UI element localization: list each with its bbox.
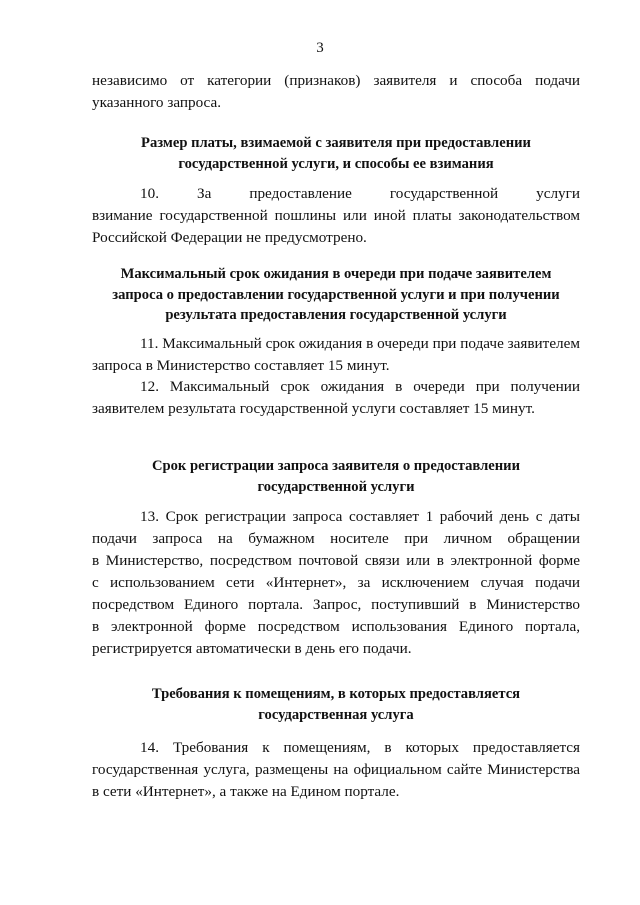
- intro-paragraph: [92, 70, 580, 114]
- text-line: посредством Единого портала. Запрос, поступивший в Министерство: [92, 596, 580, 613]
- text-line: заявителем результата государственной услуги составляет 15 минут.: [92, 400, 535, 417]
- heading-line: результата предоставления государственной услуги: [165, 307, 507, 323]
- text-line: запроса в Министерство составляет 15 минут.: [92, 357, 390, 374]
- heading-line: государственной услуги: [257, 478, 415, 495]
- text-line: Российской Федерации не предусмотрено.: [92, 229, 367, 246]
- paragraph-11: [92, 333, 580, 377]
- section-heading-fee: [92, 133, 580, 174]
- text-line: 14. Требования к помещениям, в которых предоставляется: [140, 739, 580, 756]
- paragraph-13: [92, 506, 580, 660]
- text-line: 12. Максимальный срок ожидания в очереди при получении: [140, 378, 580, 395]
- paragraph-12: [92, 376, 580, 420]
- text-line: 13. Срок регистрации запроса составляет 1 рабочий день с даты: [140, 508, 580, 525]
- heading-line: государственная услуга: [258, 706, 414, 723]
- heading-line: Максимальный срок ожидания в очереди при подаче заявителем: [120, 266, 552, 282]
- heading-line: Размер платы, взимаемой с заявителя при предоставлении: [141, 135, 531, 151]
- text-line: в сети «Интернет», а также на Едином портале.: [92, 783, 400, 800]
- text-line: в электронной форме посредством использования Единого портала,: [92, 618, 580, 635]
- paragraph-10: [92, 183, 580, 249]
- text-line: государственная услуга, размещены на официальном сайте Министерства: [92, 761, 580, 778]
- text-line: 10. За предоставление государственной услуги: [140, 185, 580, 202]
- heading-line: Срок регистрации запроса заявителя о предоставлении: [151, 458, 520, 474]
- text-line: 11. Максимальный срок ожидания в очереди при подаче заявителем: [140, 335, 580, 352]
- text-line: с использованием сети «Интернет», за исключением случая подачи: [92, 574, 580, 591]
- text-line: регистрируется автоматически в день его подачи.: [92, 640, 412, 657]
- text-line: подачи запроса на бумажном носителе при личном обращении: [92, 530, 580, 547]
- text-line: указанного запроса.: [92, 94, 222, 111]
- section-heading-registration: [92, 456, 580, 497]
- heading-line: государственной услуги, и способы ее взимания: [178, 155, 494, 172]
- paragraph-14: [92, 737, 580, 803]
- text-line: независимо от категории (признаков) заявителя и способа подачи: [92, 72, 580, 89]
- text-line: взимание государственной пошлины или иной платы законодательством: [92, 207, 580, 224]
- text-line: в Министерство, посредством почтовой связи или в электронной форме: [92, 552, 580, 569]
- section-heading-wait-time: [92, 264, 580, 326]
- heading-line: запроса о предоставлении государственной услуги и при получении: [112, 286, 560, 303]
- heading-line: Требования к помещениям, в которых предоставляется: [151, 686, 521, 702]
- page-number: 3: [316, 40, 324, 56]
- section-heading-premises: [92, 684, 580, 725]
